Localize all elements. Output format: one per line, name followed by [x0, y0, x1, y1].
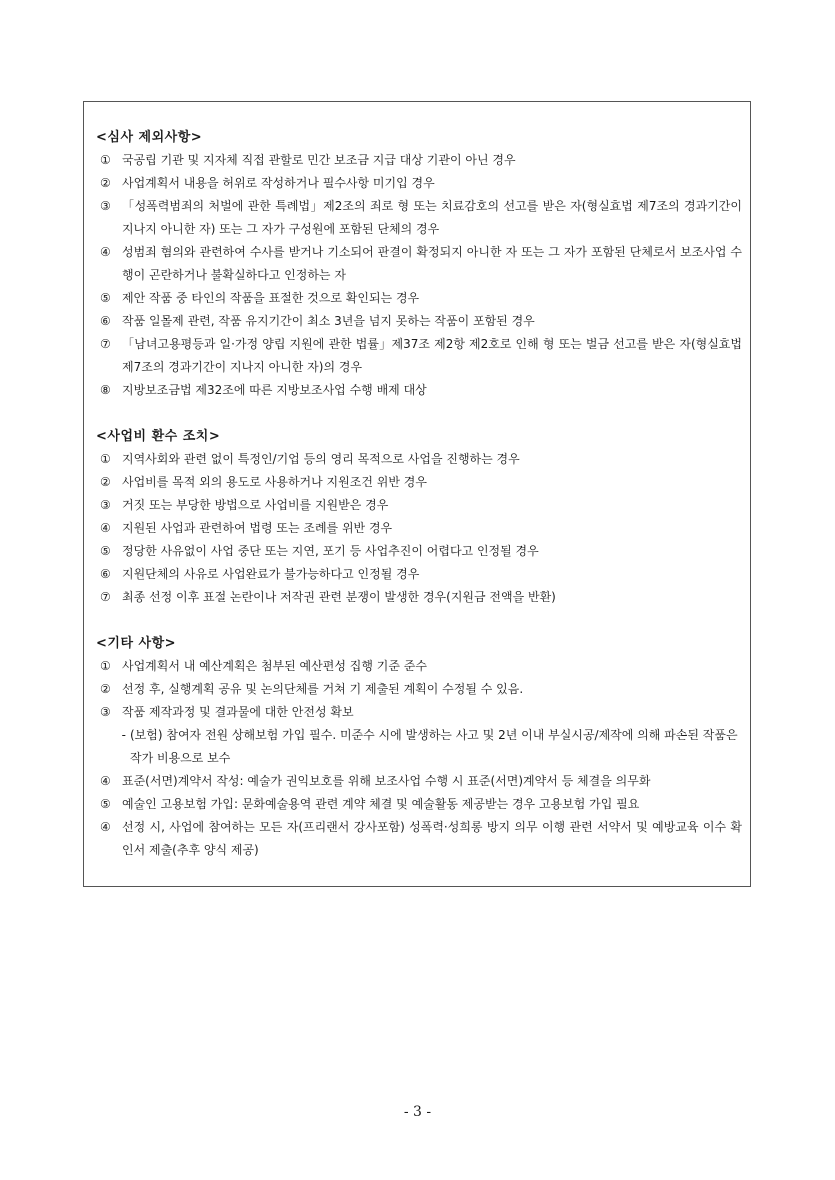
list-item: ③ 거짓 또는 부당한 방법으로 사업비를 지원받은 경우 [100, 498, 389, 512]
list-item: ⑤ 예술인 고용보험 가입: 문화예술용역 관련 계약 체결 및 예술활동 제공받는 경우 고용보험 가입 필요 [100, 797, 640, 811]
list-item: ⑥ 지원단체의 사유로 사업완료가 불가능하다고 인정될 경우 [100, 567, 420, 581]
list-item: ② 선정 후, 실행계획 공유 및 논의단체를 거쳐 기 제출된 계획이 수정될 수 있음. [100, 682, 524, 696]
sub-note: - (보험) 참여자 전원 상해보험 가입 필수. 미준수 시에 발생하는 사고 및 2년 이내 부실시공/제작에 의해 파손된 작품은 작가 비용으로 보수 [121, 728, 738, 765]
list-item: ① 국공립 기관 및 지자체 직접 관할로 민간 보조금 지급 대상 기관이 아닌 경우 [100, 153, 516, 167]
section-title: <기타 사항> [96, 636, 177, 651]
list-item: ② 사업계획서 내용을 허위로 작성하거나 필수사항 미기입 경우 [100, 176, 435, 190]
section-other-matters [96, 632, 742, 862]
section-title: <심사 제외사항> [96, 130, 203, 145]
list-item: ③ 작품 제작과정 및 결과물에 대한 안전성 확보 [100, 705, 354, 719]
list-item: ⑧ 지방보조금법 제32조에 따른 지방보조사업 수행 배제 대상 [100, 383, 427, 397]
list-item: ④ 성범죄 혐의와 관련하여 수사를 받거나 기소되어 판결이 확정되지 아니한 자 또는 그 자가 포함된 단체로서 보조사업 수행이 곤란하거나 불확실하다고 인정하는 자 [100, 245, 742, 282]
list-item: ⑦ 「남녀고용평등과 일·가정 양립 지원에 관한 법률」제37조 제2항 제2호로 인해 형 또는 벌금 선고를 받은 자(형실효법 제7조의 경과기간이 지나지 아니한 자)의 경우 [100, 337, 742, 374]
list-item: ④ 지원된 사업과 관련하여 법령 또는 조례를 위반 경우 [100, 521, 393, 535]
list-item: ① 사업계획서 내 예산계획은 첨부된 예산편성 집행 기준 준수 [100, 659, 427, 673]
list-item: ⑤ 정당한 사유없이 사업 중단 또는 지연, 포기 등 사업추진이 어렵다고 인정될 경우 [100, 544, 539, 558]
list-item: ④ 선정 시, 사업에 참여하는 모든 자(프리랜서 강사포함) 성폭력·성희롱 방지 의무 이행 관련 서약서 및 예방교육 이수 확인서 제출(추후 양식 제공) [100, 820, 742, 857]
list-item: ⑦ 최종 선정 이후 표절 논란이나 저작권 관련 분쟁이 발생한 경우(지원금 전액을 반환) [100, 590, 556, 604]
page-number: - 3 - [403, 1104, 432, 1120]
list-item: ④ 표준(서면)계약서 작성: 예술가 권익보호를 위해 보조사업 수행 시 표준(서면)계약서 등 체결을 의무화 [100, 774, 651, 788]
list-item: ① 지역사회와 관련 없이 특정인/기업 등의 영리 목적으로 사업을 진행하는 경우 [100, 452, 520, 466]
section-refund-measures [96, 425, 742, 609]
section-review-exclusions [96, 126, 742, 402]
list-item: ⑥ 작품 일몰제 관련, 작품 유지기간이 최소 3년을 넘지 못하는 작품이 포함된 경우 [100, 314, 535, 328]
section-title: <사업비 환수 조치> [96, 429, 221, 444]
list-item: ② 사업비를 목적 외의 용도로 사용하거나 지원조건 위반 경우 [100, 475, 427, 489]
list-item: ③ 「성폭력범죄의 처벌에 관한 특례법」제2조의 죄로 형 또는 치료감호의 선고를 받은 자(형실효법 제7조의 경과기간이 지나지 아니한 자) 또는 그 자가 구성원에 포함된 단체의 경우 [100, 199, 742, 236]
list-item: ⑤ 제안 작품 중 타인의 작품을 표절한 것으로 확인되는 경우 [100, 291, 420, 305]
content-box [83, 101, 751, 887]
